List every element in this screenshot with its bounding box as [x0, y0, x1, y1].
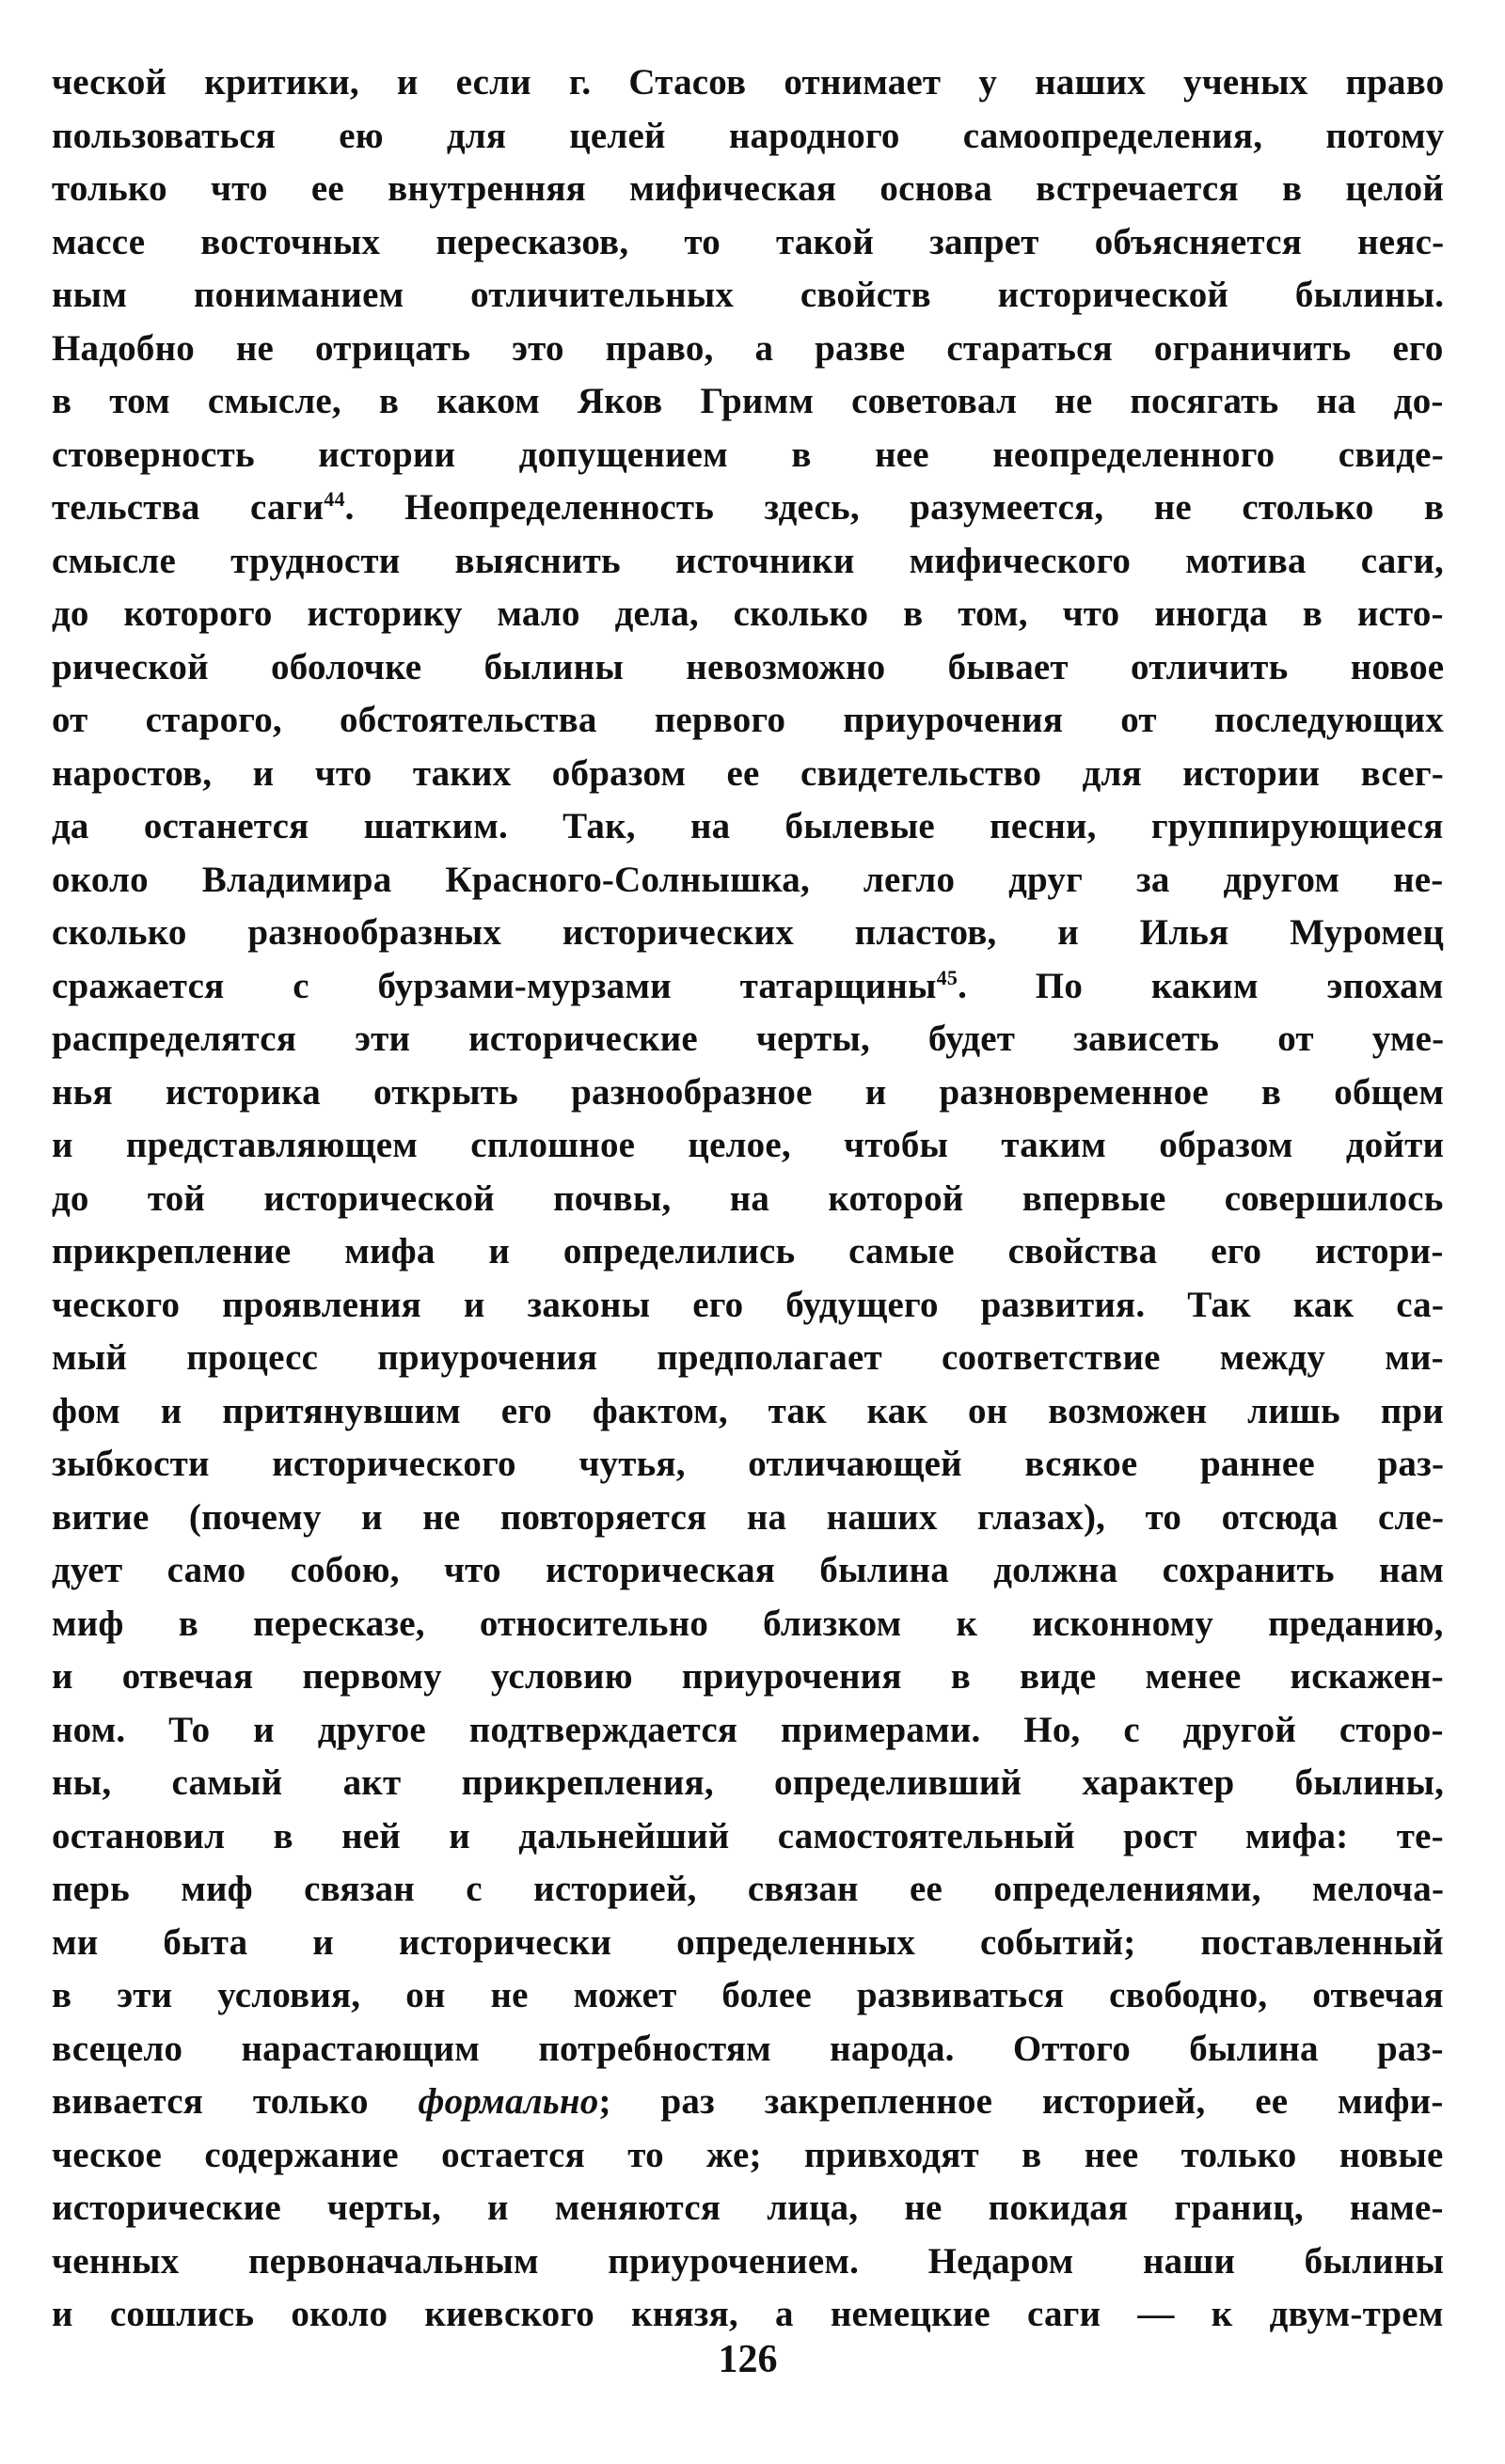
line-text: наростов, и что таких образом ее свидетельство для истории всег- — [52, 752, 1444, 794]
line-text: стоверность истории допущением в нее неопределенного свиде- — [52, 434, 1444, 475]
text-line — [52, 1704, 1444, 1758]
text-line — [52, 2076, 1444, 2129]
text-line — [52, 1917, 1444, 1970]
text-line — [52, 1279, 1444, 1333]
line-text: исторические черты, и меняются лица, не покидая границ, наме- — [52, 2188, 1444, 2228]
line-text: ческой критики, и если г. Стасов отнимает у наших ученых право — [52, 62, 1445, 103]
text-line — [52, 1173, 1444, 1226]
line-text: перь миф связан с историей, связан ее определениями, мелоча- — [52, 1869, 1445, 1909]
text-line — [52, 375, 1444, 429]
line-text: ческого проявления и законы его будущего развития. Так как са- — [52, 1284, 1445, 1325]
line-text: и сошлись около киевского князя, а немецкие саги — к двум-трем — [52, 2294, 1444, 2334]
line-text: около Владимира Красного-Солнышка, легло друг за другом не- — [52, 859, 1444, 900]
page-number: 126 — [718, 2338, 778, 2381]
text-line — [52, 1119, 1444, 1173]
line-text: от старого, обстоятельства первого приурочения от последующих — [52, 700, 1444, 740]
line-text: рической оболочке былины невозможно бывает отличить новое — [52, 646, 1445, 687]
line-text: зыбкости исторического чутья, отличающей всякое раннее раз- — [52, 1444, 1445, 1484]
book-page — [52, 56, 1444, 2408]
footnote-marker: 45 — [936, 965, 958, 989]
text-line — [52, 1492, 1444, 1545]
line-text: в эти условия, он не может более развиваться свободно, отвечая — [52, 1975, 1444, 2015]
text-line — [52, 960, 1444, 1014]
text-line — [52, 1969, 1444, 2023]
text-line — [52, 1225, 1444, 1279]
text-line — [52, 2023, 1444, 2077]
line-text: сколько разнообразных исторических пластов, и Илья Муромец — [52, 912, 1445, 953]
line-text: и отвечая первому условию приурочения в виде менее искажен- — [52, 1656, 1444, 1697]
text-line — [52, 482, 1444, 535]
line-text: ческое содержание остается то же; привходят в нее только новые — [52, 2134, 1444, 2175]
text-line — [52, 854, 1444, 908]
line-text: распределятся эти исторические черты, будет зависеть от уме- — [52, 1019, 1445, 1059]
text-line — [52, 323, 1444, 376]
line-text: только что ее внутренняя мифическая основа встречается в целой — [52, 168, 1445, 209]
text-line — [52, 907, 1444, 960]
text-line — [52, 1651, 1444, 1704]
text-line — [52, 2182, 1444, 2235]
line-text: ном. То и другое подтверждается примерами. Но, с другой сторо- — [52, 1709, 1444, 1750]
line-text: остановил в ней и дальнейший самостоятельный рост мифа: те- — [52, 1815, 1444, 1856]
line-text: смысле трудности выяснить источники мифического мотива саги, — [52, 540, 1444, 581]
text-line — [52, 1863, 1444, 1917]
text-line — [52, 1013, 1444, 1066]
line-text: ; раз закрепленное историей, ее мифи- — [598, 2081, 1444, 2122]
text-line — [52, 588, 1444, 641]
body-text — [52, 56, 1444, 2342]
text-line — [52, 641, 1444, 695]
line-text: вивается только — [52, 2081, 419, 2122]
line-text: . Неопределенность здесь, разумеется, не столько в — [344, 487, 1445, 528]
text-line — [52, 56, 1444, 110]
text-line — [52, 800, 1444, 854]
line-text: дует само собою, что историческая былина должна сохранить нам — [52, 1550, 1445, 1590]
text-line — [52, 429, 1444, 482]
text-line — [52, 1598, 1444, 1651]
line-text: прикрепление мифа и определились самые свойства его истори- — [52, 1231, 1444, 1271]
text-line — [52, 694, 1444, 748]
text-line — [52, 1810, 1444, 1864]
line-text: до которого историку мало дела, сколько в том, что иногда в исто- — [52, 593, 1444, 634]
text-line — [52, 1544, 1444, 1598]
text-line — [52, 748, 1444, 801]
text-line — [52, 2235, 1444, 2289]
text-line — [52, 2288, 1444, 2342]
line-text: ченных первоначальным приурочением. Недаром наши былины — [52, 2240, 1445, 2282]
text-line — [52, 1438, 1444, 1492]
text-line — [52, 1757, 1444, 1810]
emphasized-word: формально — [418, 2081, 599, 2122]
line-text: ны, самый акт прикрепления, определивший характер былины, — [52, 1762, 1445, 1803]
text-line — [52, 110, 1444, 164]
text-line — [52, 2129, 1444, 2183]
line-text: тельства саги — [52, 487, 325, 528]
line-text: фом и притянувшим его фактом, так как он возможен лишь при — [52, 1390, 1444, 1431]
text-line — [52, 216, 1444, 270]
text-line — [52, 1332, 1444, 1385]
line-text: миф в пересказе, относительно близком к исконному преданию, — [52, 1603, 1444, 1644]
line-text: нья историка открыть разнообразное и разновременное в общем — [52, 1071, 1445, 1113]
line-text: всецело нарастающим потребностям народа. Оттого былина раз- — [52, 2028, 1444, 2069]
text-line — [52, 535, 1444, 589]
line-text: сражается с бурзами-мурзами татарщины — [52, 965, 937, 1006]
line-text: мый процесс приурочения предполагает соответствие между ми- — [52, 1337, 1444, 1378]
line-text: и представляющем сплошное целое, чтобы таким образом дойти — [52, 1125, 1445, 1165]
line-text: . По каким эпохам — [958, 965, 1444, 1006]
line-text: ным пониманием отличительных свойств исторической былины. — [52, 275, 1445, 315]
line-text: Надобно не отрицать это право, а разве стараться ограничить его — [52, 327, 1444, 369]
line-text: да останется шатким. Так, на былевые песни, группирующиеся — [52, 806, 1444, 846]
line-text: до той исторической почвы, на которой впервые совершилось — [52, 1177, 1444, 1219]
footnote-marker: 44 — [324, 487, 345, 511]
line-text: пользоваться ею для целей народного самоопределения, потому — [52, 115, 1445, 156]
text-line — [52, 1385, 1444, 1439]
line-text: ми быта и исторически определенных событий; поставленный — [52, 1921, 1444, 1963]
text-line — [52, 269, 1444, 323]
text-line — [52, 163, 1444, 216]
line-text: массе восточных пересказов, то такой запрет объясняется неяс- — [52, 221, 1445, 262]
text-line — [52, 1066, 1444, 1120]
line-text: в том смысле, в каком Яков Гримм советовал не посягать на до- — [52, 381, 1444, 421]
line-text: витие (почему и не повторяется на наших глазах), то отсюда сле- — [52, 1496, 1445, 1538]
